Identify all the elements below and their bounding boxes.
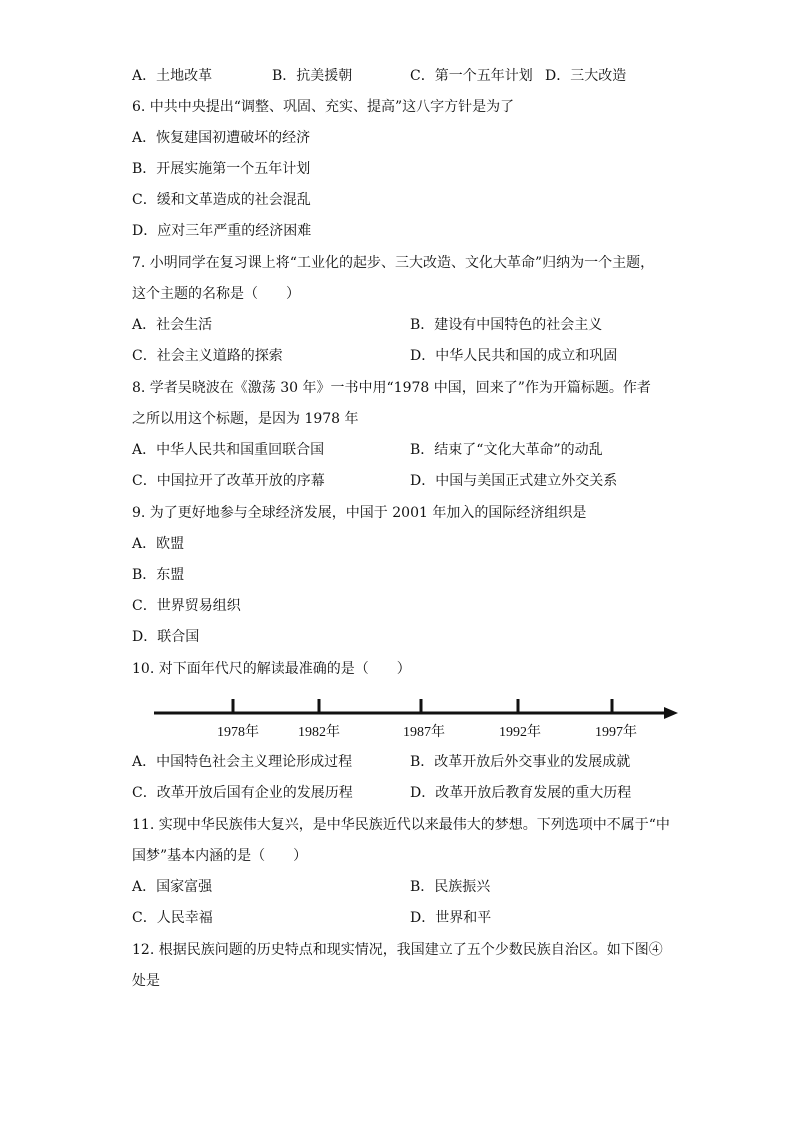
q9-option-a[interactable]: A．欧盟: [132, 536, 185, 552]
q10-option-d[interactable]: D．改革开放后教育发展的重大历程: [410, 785, 632, 801]
q11-option-d[interactable]: D．世界和平: [410, 910, 492, 926]
q6-option-b[interactable]: B．开展实施第一个五年计划: [132, 161, 311, 177]
q7-option-d[interactable]: D．中华人民共和国的成立和巩固: [410, 348, 618, 364]
q7-option-b[interactable]: B．建设有中国特色的社会主义: [410, 317, 603, 333]
q7-stem-line1: 7. 小明同学在复习课上将“工业化的起步、三大改造、文化大革命”归纳为一个主题，: [132, 255, 655, 271]
timeline-label: 1997年: [595, 725, 637, 740]
q5-option-c[interactable]: C．第一个五年计划: [410, 68, 533, 84]
q6-option-d[interactable]: D．应对三年严重的经济困难: [132, 223, 312, 239]
timeline-label: 1982年: [298, 725, 340, 740]
q7-option-c[interactable]: C．社会主义道路的探索: [132, 348, 283, 364]
q10-stem: 10. 对下面年代尺的解读最准确的是（ ）: [132, 661, 411, 677]
q11-stem-line2: 国梦”基本内涵的是（ ）: [132, 848, 308, 864]
timeline-label: 1992年: [499, 725, 541, 740]
q8-option-c[interactable]: C．中国拉开了改革开放的序幕: [132, 473, 325, 489]
q6-option-c[interactable]: C．缓和文革造成的社会混乱: [132, 192, 311, 208]
q10-option-b[interactable]: B．改革开放后外交事业的发展成就: [410, 754, 631, 770]
timeline-ruler: [150, 694, 690, 746]
q5-option-d[interactable]: D．三大改造: [545, 68, 627, 84]
q6-option-a[interactable]: A．恢复建国初遭破坏的经济: [132, 130, 311, 146]
q11-stem-line1: 11. 实现中华民族伟大复兴，是中华民族近代以来最伟大的梦想。下列选项中不属于“中: [132, 817, 670, 833]
q11-option-a[interactable]: A．国家富强: [132, 879, 213, 895]
q10-option-a[interactable]: A．中国特色社会主义理论形成过程: [132, 754, 353, 770]
q12-stem-line2: 处是: [132, 973, 160, 989]
timeline-label: 1978年: [217, 725, 259, 740]
q12-stem-line1: 12. 根据民族问题的历史特点和现实情况，我国建立了五个少数民族自治区。如下图④: [132, 942, 663, 958]
q8-option-b[interactable]: B．结束了“文化大革命”的动乱: [410, 442, 603, 458]
q5-option-b[interactable]: B．抗美援朝: [272, 68, 353, 84]
q11-option-b[interactable]: B．民族振兴: [410, 879, 491, 895]
q7-stem-line2: 这个主题的名称是（ ）: [132, 286, 300, 302]
timeline-label: 1987年: [403, 725, 445, 740]
q9-option-c[interactable]: C．世界贸易组织: [132, 598, 241, 614]
q10-option-c[interactable]: C．改革开放后国有企业的发展历程: [132, 785, 353, 801]
timeline-arrow-icon: [664, 707, 678, 719]
q9-stem: 9. 为了更好地参与全球经济发展，中国于 2001 年加入的国际经济组织是: [132, 505, 587, 521]
q8-option-a[interactable]: A．中华人民共和国重回联合国: [132, 442, 325, 458]
q8-stem-line2: 之所以用这个标题，是因为 1978 年: [132, 411, 359, 427]
q11-option-c[interactable]: C．人民幸福: [132, 910, 213, 926]
q9-option-d[interactable]: D．联合国: [132, 629, 200, 645]
q5-option-a[interactable]: A．土地改革: [132, 68, 213, 84]
q6-stem: 6. 中共中央提出“调整、巩固、充实、提高”这八字方针是为了: [132, 99, 515, 115]
q8-stem-line1: 8. 学者吴晓波在《激荡 30 年》一书中用“1978 中国，回来了”作为开篇标题。作者: [132, 380, 651, 396]
q9-option-b[interactable]: B．东盟: [132, 567, 185, 583]
q7-option-a[interactable]: A．社会生活: [132, 317, 213, 333]
q8-option-d[interactable]: D．中国与美国正式建立外交关系: [410, 473, 618, 489]
